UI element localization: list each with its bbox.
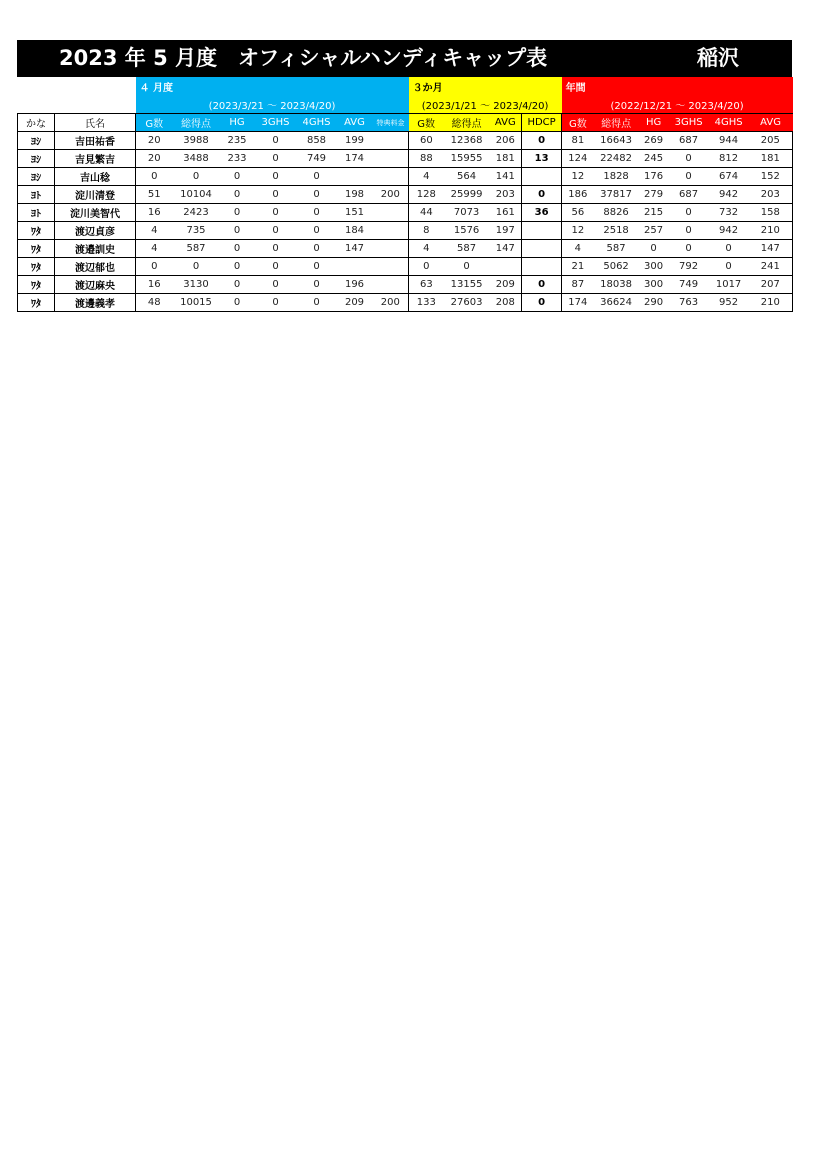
table-row [18, 150, 793, 168]
table-cell: 174 [562, 294, 594, 312]
table-cell: 124 [562, 150, 594, 168]
table-cell: 12 [562, 222, 594, 240]
section-range-row [18, 95, 793, 114]
table-cell: 763 [669, 294, 709, 312]
kana-cell: ﾖﾄ [18, 186, 55, 204]
section-annual-label: 年間 [562, 77, 793, 95]
table-cell: 749 [669, 276, 709, 294]
table-cell: 0 [220, 222, 255, 240]
table-cell: 1828 [594, 168, 639, 186]
section-label-row [18, 77, 793, 95]
table-cell: 200 [373, 186, 409, 204]
table-cell: 0 [173, 168, 220, 186]
table-cell: 133 [409, 294, 444, 312]
table-cell: 8 [409, 222, 444, 240]
table-cell: 0 [297, 258, 337, 276]
name-cell: 吉山稔 [55, 168, 136, 186]
col-header: 氏名 [55, 114, 136, 132]
table-cell: 4 [136, 240, 173, 258]
table-cell: 290 [639, 294, 669, 312]
table-row [18, 204, 793, 222]
table-row [18, 168, 793, 186]
table-cell: 235 [220, 132, 255, 150]
section-monthly-label: ４ 月度 [136, 77, 409, 95]
table-cell: 210 [749, 294, 793, 312]
table-cell: 241 [749, 258, 793, 276]
table-cell: 0 [409, 258, 444, 276]
col-header: AVG [337, 114, 373, 132]
table-cell: 300 [639, 276, 669, 294]
table-row [18, 276, 793, 294]
table-cell: 0 [297, 294, 337, 312]
table-cell: 858 [297, 132, 337, 150]
table-cell: 0 [220, 186, 255, 204]
table-cell: 161 [490, 204, 522, 222]
table-cell: 186 [562, 186, 594, 204]
table-cell [490, 258, 522, 276]
table-cell [373, 168, 409, 186]
table-cell: 200 [373, 294, 409, 312]
table-cell: 208 [490, 294, 522, 312]
table-cell: 207 [749, 276, 793, 294]
table-cell: 199 [337, 132, 373, 150]
table-cell: 269 [639, 132, 669, 150]
table-cell: 56 [562, 204, 594, 222]
name-cell: 渡邉訓史 [55, 240, 136, 258]
table-row [18, 258, 793, 276]
col-header: HG [639, 114, 669, 132]
table-cell: 5062 [594, 258, 639, 276]
table-cell: 0 [669, 204, 709, 222]
table-cell: 0 [297, 276, 337, 294]
table-cell: 0 [255, 276, 297, 294]
table-cell: 257 [639, 222, 669, 240]
table-cell: 1017 [709, 276, 749, 294]
col-header: 総得点 [594, 114, 639, 132]
table-cell: 210 [749, 222, 793, 240]
table-cell: 128 [409, 186, 444, 204]
col-header: G数 [409, 114, 444, 132]
table-cell: 2518 [594, 222, 639, 240]
table-cell: 8826 [594, 204, 639, 222]
table-cell: 60 [409, 132, 444, 150]
table-cell: 0 [639, 240, 669, 258]
table-cell: 12 [562, 168, 594, 186]
kana-cell: ﾜﾀ [18, 294, 55, 312]
table-cell: 181 [749, 150, 793, 168]
table-cell: 196 [337, 276, 373, 294]
table-cell: 205 [749, 132, 793, 150]
table-cell: 36624 [594, 294, 639, 312]
table-cell: 22482 [594, 150, 639, 168]
table-cell: 0 [255, 294, 297, 312]
table-cell: 2423 [173, 204, 220, 222]
table-cell: 20 [136, 132, 173, 150]
kana-cell: ﾖｼ [18, 168, 55, 186]
section-annual-range: (2022/12/21 ～ 2023/4/20) [562, 95, 793, 114]
section-monthly-range: (2023/3/21 ～ 2023/4/20) [136, 95, 409, 114]
col-header: 総得点 [173, 114, 220, 132]
col-header: HG [220, 114, 255, 132]
table-cell [337, 168, 373, 186]
table-cell: 3488 [173, 150, 220, 168]
col-header: かな [18, 114, 55, 132]
table-cell: 0 [669, 240, 709, 258]
table-cell: 944 [709, 132, 749, 150]
table-cell: 174 [337, 150, 373, 168]
table-cell: 15955 [444, 150, 490, 168]
table-cell: 151 [337, 204, 373, 222]
table-body [18, 132, 793, 312]
table-cell: 16 [136, 204, 173, 222]
name-cell: 渡辺麻央 [55, 276, 136, 294]
table-cell: 0 [255, 240, 297, 258]
table-cell: 812 [709, 150, 749, 168]
table-cell: 0 [255, 132, 297, 150]
table-cell: 203 [749, 186, 793, 204]
table-row [18, 132, 793, 150]
table-cell: 10015 [173, 294, 220, 312]
table-cell: 13 [522, 150, 562, 168]
col-header: 3GHS [255, 114, 297, 132]
table-cell: 587 [444, 240, 490, 258]
table-cell: 0 [220, 240, 255, 258]
table-cell: 0 [297, 168, 337, 186]
table-cell: 0 [297, 186, 337, 204]
kana-cell: ﾜﾀ [18, 258, 55, 276]
table-cell: 206 [490, 132, 522, 150]
table-cell [337, 258, 373, 276]
table-cell: 147 [337, 240, 373, 258]
table-cell: 0 [297, 204, 337, 222]
table-cell: 735 [173, 222, 220, 240]
table-cell: 0 [669, 222, 709, 240]
table-cell: 0 [255, 258, 297, 276]
table-cell [373, 204, 409, 222]
table-cell [373, 276, 409, 294]
table-cell: 4 [562, 240, 594, 258]
table-cell: 732 [709, 204, 749, 222]
table-cell [373, 222, 409, 240]
table-cell [373, 150, 409, 168]
table-cell: 152 [749, 168, 793, 186]
table-cell: 0 [255, 168, 297, 186]
kana-cell: ﾖｼ [18, 150, 55, 168]
page-title: 2023 年 5 月度 オフィシャルハンディキャップ表 [59, 46, 548, 70]
col-header: 3GHS [669, 114, 709, 132]
table-cell [373, 240, 409, 258]
table-cell: 0 [297, 222, 337, 240]
kana-cell: ﾖｼ [18, 132, 55, 150]
table-cell: 88 [409, 150, 444, 168]
table-cell: 0 [173, 258, 220, 276]
table-cell: 0 [220, 258, 255, 276]
table-cell: 245 [639, 150, 669, 168]
table-cell [522, 222, 562, 240]
table-cell: 564 [444, 168, 490, 186]
col-header: G数 [562, 114, 594, 132]
table-cell: 18038 [594, 276, 639, 294]
table-cell: 3130 [173, 276, 220, 294]
col-header: 特典料金 [373, 114, 409, 132]
table-cell: 81 [562, 132, 594, 150]
table-cell: 176 [639, 168, 669, 186]
table-cell: 36 [522, 204, 562, 222]
kana-cell: ﾜﾀ [18, 240, 55, 258]
table-cell: 215 [639, 204, 669, 222]
name-cell: 渡辺貞彦 [55, 222, 136, 240]
table-row [18, 240, 793, 258]
table-cell: 0 [444, 258, 490, 276]
table-cell: 3988 [173, 132, 220, 150]
table-cell: 749 [297, 150, 337, 168]
table-cell [522, 168, 562, 186]
table-cell: 147 [749, 240, 793, 258]
table-cell: 203 [490, 186, 522, 204]
table-cell: 587 [594, 240, 639, 258]
table-cell: 0 [255, 222, 297, 240]
table-cell: 0 [255, 186, 297, 204]
table-cell: 16643 [594, 132, 639, 150]
table-cell: 279 [639, 186, 669, 204]
table-cell: 37817 [594, 186, 639, 204]
table-cell: 27603 [444, 294, 490, 312]
table-cell: 0 [297, 240, 337, 258]
table-cell: 48 [136, 294, 173, 312]
table-cell: 16 [136, 276, 173, 294]
table-cell: 4 [136, 222, 173, 240]
table-cell: 0 [136, 258, 173, 276]
table-cell: 44 [409, 204, 444, 222]
section-3month-label: ３か月 [409, 77, 562, 95]
table-cell: 4 [409, 240, 444, 258]
name-cell: 吉田祐香 [55, 132, 136, 150]
table-cell: 13155 [444, 276, 490, 294]
col-header: AVG [749, 114, 793, 132]
table-cell: 942 [709, 186, 749, 204]
table-cell [522, 240, 562, 258]
table-cell: 25999 [444, 186, 490, 204]
col-header: HDCP [522, 114, 562, 132]
table-cell: 1576 [444, 222, 490, 240]
table-cell: 181 [490, 150, 522, 168]
table-cell: 184 [337, 222, 373, 240]
col-header: 4GHS [297, 114, 337, 132]
table-cell: 0 [220, 204, 255, 222]
table-cell: 952 [709, 294, 749, 312]
table-cell [373, 132, 409, 150]
table-cell: 12368 [444, 132, 490, 150]
name-cell: 吉見繁吉 [55, 150, 136, 168]
kana-cell: ﾜﾀ [18, 276, 55, 294]
table-cell: 0 [220, 168, 255, 186]
table-row [18, 222, 793, 240]
table-cell: 0 [522, 186, 562, 204]
table-cell: 209 [337, 294, 373, 312]
name-cell: 淀川美智代 [55, 204, 136, 222]
table-cell: 0 [669, 150, 709, 168]
table-cell: 141 [490, 168, 522, 186]
kana-cell: ﾖﾄ [18, 204, 55, 222]
table-cell: 158 [749, 204, 793, 222]
table-cell: 63 [409, 276, 444, 294]
handicap-table [17, 77, 793, 312]
table-cell: 87 [562, 276, 594, 294]
table-cell: 147 [490, 240, 522, 258]
col-header: G数 [136, 114, 173, 132]
table-cell: 0 [220, 276, 255, 294]
venue-name: 稲沢 [697, 46, 739, 70]
table-cell: 0 [220, 294, 255, 312]
table-cell: 20 [136, 150, 173, 168]
table-cell: 0 [709, 258, 749, 276]
name-cell: 渡邊義孝 [55, 294, 136, 312]
table-cell: 0 [136, 168, 173, 186]
table-row [18, 294, 793, 312]
table-cell: 233 [220, 150, 255, 168]
column-header-row [18, 114, 793, 132]
table-cell: 300 [639, 258, 669, 276]
table-cell: 0 [522, 294, 562, 312]
table-cell: 0 [522, 132, 562, 150]
table-cell: 51 [136, 186, 173, 204]
table-cell: 687 [669, 186, 709, 204]
table-cell: 0 [669, 168, 709, 186]
table-cell: 0 [709, 240, 749, 258]
name-cell: 淀川清登 [55, 186, 136, 204]
title-banner [17, 40, 792, 77]
table-cell [373, 258, 409, 276]
table-cell: 209 [490, 276, 522, 294]
section-3month-range: (2023/1/21 ～ 2023/4/20) [409, 95, 562, 114]
table-cell: 0 [255, 150, 297, 168]
kana-cell: ﾜﾀ [18, 222, 55, 240]
table-cell: 942 [709, 222, 749, 240]
col-header: AVG [490, 114, 522, 132]
table-cell: 674 [709, 168, 749, 186]
table-row [18, 186, 793, 204]
table-cell: 4 [409, 168, 444, 186]
col-header: 総得点 [444, 114, 490, 132]
table-cell: 197 [490, 222, 522, 240]
table-cell: 0 [522, 276, 562, 294]
table-cell: 0 [255, 204, 297, 222]
table-cell [522, 258, 562, 276]
name-cell: 渡辺郁也 [55, 258, 136, 276]
table-cell: 587 [173, 240, 220, 258]
table-cell: 687 [669, 132, 709, 150]
col-header: 4GHS [709, 114, 749, 132]
table-cell: 198 [337, 186, 373, 204]
table-cell: 21 [562, 258, 594, 276]
table-cell: 7073 [444, 204, 490, 222]
table-cell: 792 [669, 258, 709, 276]
table-cell: 10104 [173, 186, 220, 204]
